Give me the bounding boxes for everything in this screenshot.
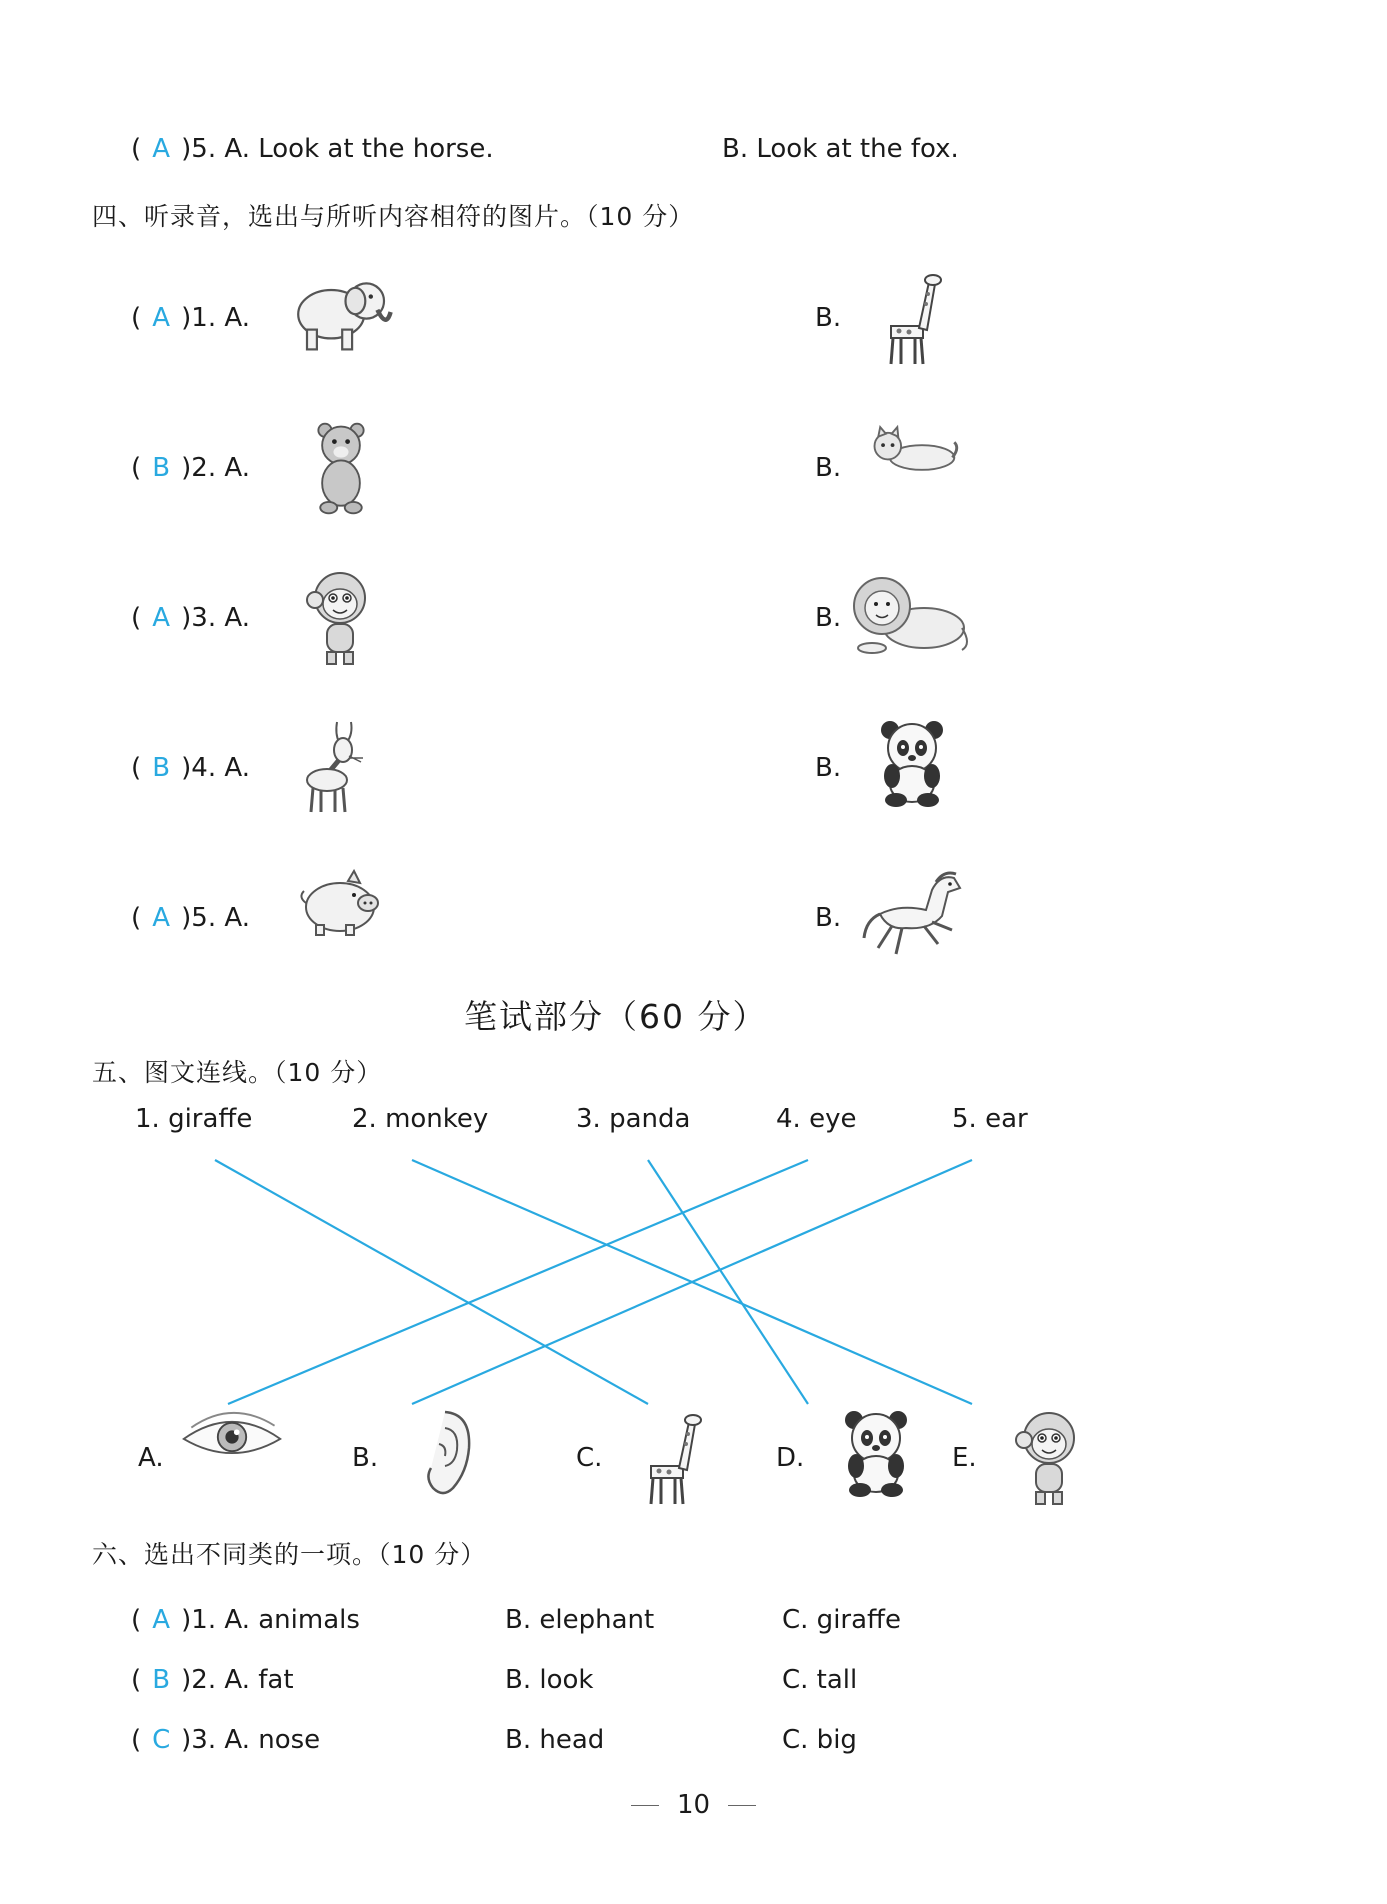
option-b-label: B. [815,303,842,333]
question-number: )3. [181,1725,217,1755]
match-word-5: 5. ear [952,1104,1028,1134]
panda-icon [836,1408,916,1498]
open-paren: ( [131,753,142,783]
footer-dash-right [728,1805,756,1806]
answer-mark: B [152,453,171,483]
option-a: A. Look at the horse. [224,134,494,164]
match-word-2: 2. monkey [352,1104,489,1134]
answer-mark: A [152,603,171,633]
page-number: 10 [676,1790,711,1820]
option-a-label: A. [224,903,250,933]
match-word-3: 3. panda [576,1104,691,1134]
option-a-label: A. [224,303,250,333]
answer-mark: A [152,134,171,164]
written-part-title: 笔试部分（60 分） [464,997,768,1036]
question-s6-1 [131,1603,360,1637]
option-b: B. look [505,1665,594,1695]
section-4-heading: 四、听录音，选出与所听内容相符的图片。（10 分） [92,202,695,231]
match-word-4: 4. eye [776,1104,857,1134]
option-b-label: B. [815,753,842,783]
open-paren: ( [131,303,142,333]
option-a: A. animals [224,1605,360,1635]
match-picture-label: C. [576,1443,603,1473]
open-paren: ( [131,1665,142,1695]
question-number: )4. [181,753,217,783]
option-a: A. nose [224,1725,321,1755]
match-picture-label: A. [138,1443,164,1473]
open-paren: ( [131,1725,142,1755]
match-word-1: 1. giraffe [135,1104,253,1134]
match-line-1 [215,1160,648,1404]
match-line-4 [228,1160,808,1404]
option-b: B. Look at the fox. [722,134,959,164]
match-picture-label: B. [352,1443,379,1473]
answer-mark: A [152,903,171,933]
question-number: )3. [181,603,217,633]
option-c: C. tall [782,1665,858,1695]
option-b-label: B. [815,453,842,483]
section-6-heading: 六、选出不同类的一项。（10 分） [92,1540,487,1569]
answer-mark: A [152,1605,171,1635]
question-number: )1. [181,303,217,333]
question-number: )5. [181,134,217,164]
eye-icon [180,1408,284,1466]
option-a: A. fat [224,1665,294,1695]
question-number: )5. [181,903,217,933]
answer-mark: B [152,753,171,783]
question-number: )1. [181,1605,217,1635]
option-b: B. elephant [505,1605,655,1635]
ear-icon [415,1408,475,1498]
page-footer [0,1790,1387,1820]
open-paren: ( [131,134,142,164]
open-paren: ( [131,453,142,483]
match-picture-label: E. [952,1443,977,1473]
monkey-icon [1014,1408,1084,1508]
match-picture-label: D. [776,1443,805,1473]
option-b-label: B. [815,903,842,933]
question-s6-3 [131,1723,320,1757]
question-number: )2. [181,453,217,483]
option-c: C. big [782,1725,857,1755]
answer-mark: B [152,1665,171,1695]
option-a-label: A. [224,753,250,783]
match-line-3 [648,1160,808,1404]
footer-dash-left [631,1805,659,1806]
answer-mark: C [152,1725,171,1755]
option-c: C. giraffe [782,1605,901,1635]
giraffe-icon [632,1408,704,1508]
option-b: B. head [505,1725,605,1755]
open-paren: ( [131,903,142,933]
option-a-label: A. [224,603,250,633]
question-number: )2. [181,1665,217,1695]
open-paren: ( [131,1605,142,1635]
answer-mark: A [152,303,171,333]
open-paren: ( [131,603,142,633]
option-b-label: B. [815,603,842,633]
option-a-label: A. [224,453,250,483]
section-5-heading: 五、图文连线。（10 分） [92,1058,383,1087]
question-s6-2 [131,1663,294,1697]
